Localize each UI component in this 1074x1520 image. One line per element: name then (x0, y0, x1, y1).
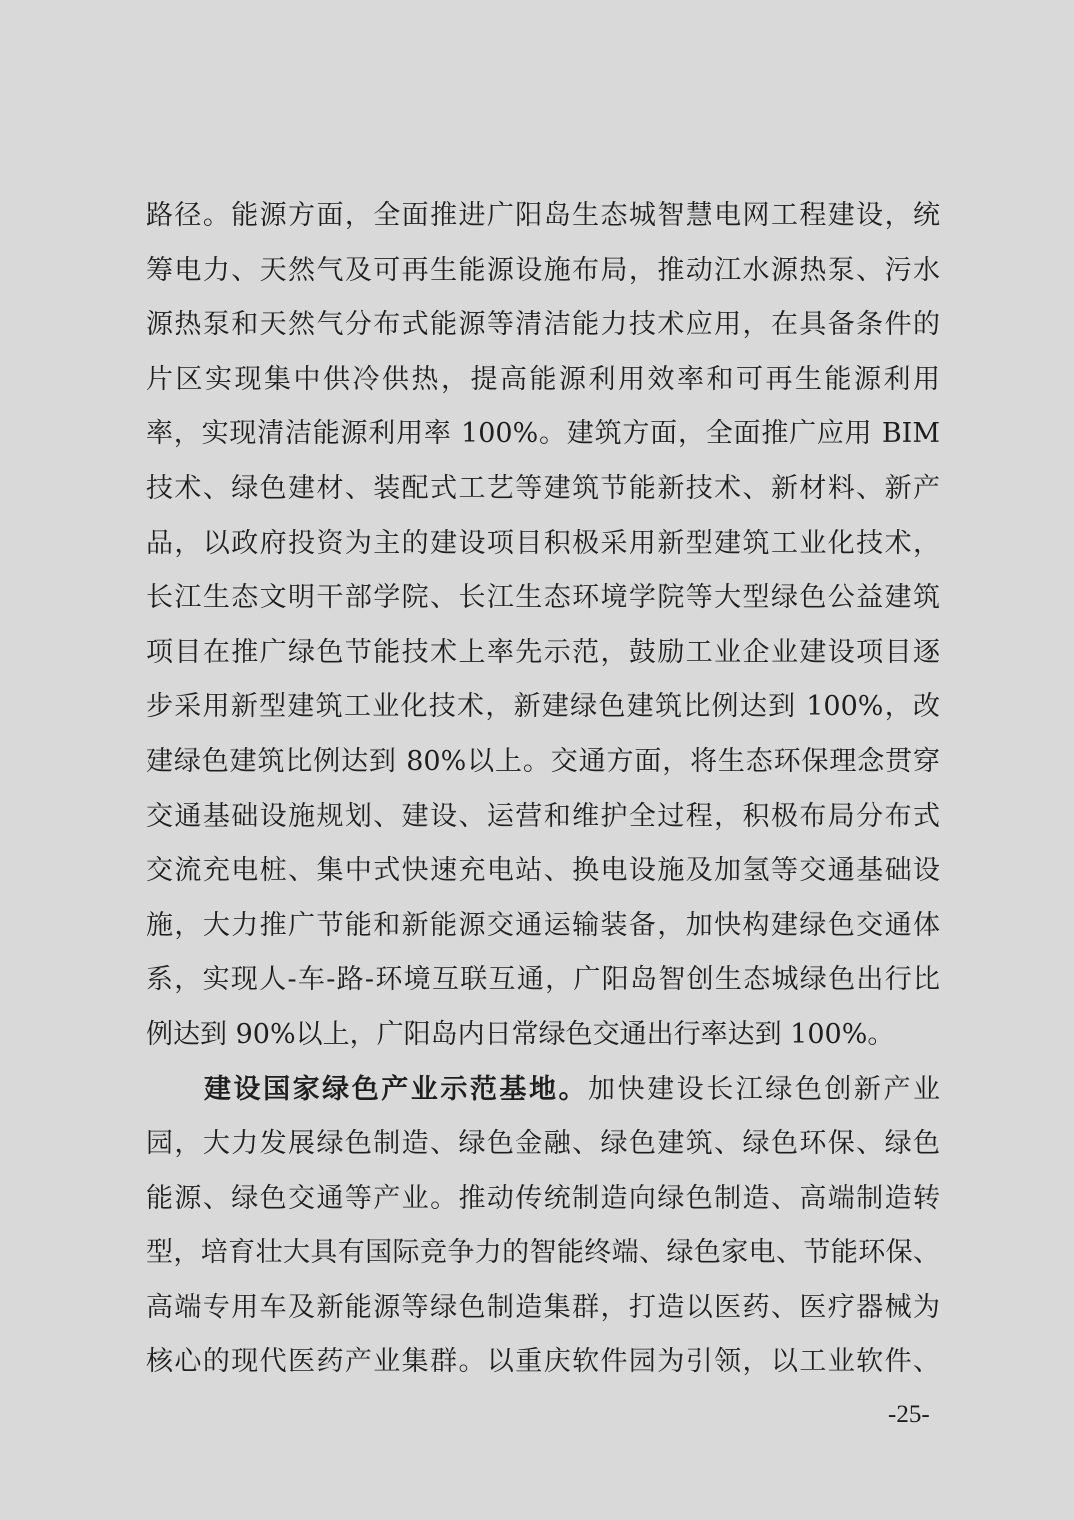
text-line: 园，大力发展绿色制造、绿色金融、绿色建筑、绿色环保、绿色 (146, 1128, 940, 1160)
text-line: 交通基础设施规划、建设、运营和维护全过程，积极布局分布式 (146, 800, 940, 832)
page-number: -25- (888, 1401, 930, 1428)
text-line: 片区实现集中供冷供热，提高能源利用效率和可再生能源利用 (146, 363, 940, 395)
paragraph-first-line (146, 1063, 940, 1118)
text-line: 例达到 90%以上，广阳岛内日常绿色交通出行率达到 100%。 (146, 1018, 895, 1050)
text-line: 率，实现清洁能源利用率 100%。建筑方面，全面推广应用 BIM (146, 418, 940, 450)
text-line: 建绿色建筑比例达到 80%以上。交通方面，将生态环保理念贯穿 (146, 745, 940, 777)
text-line: 施，大力推广节能和新能源交通运输装备，加快构建绿色交通体 (146, 909, 940, 941)
text-line: 筹电力、天然气及可再生能源设施布局，推动江水源热泵、污水 (146, 254, 940, 286)
paragraph-heading: 建设国家绿色产业示范基地。 (204, 1073, 589, 1105)
text-line: 交流充电桩、集中式快速充电站、换电设施及加氢等交通基础设 (146, 855, 940, 887)
body-text (146, 189, 940, 1390)
text-line: 核心的现代医药产业集群。以重庆软件园为引领，以工业软件、 (146, 1346, 940, 1378)
text-line: 高端专用车及新能源等绿色制造集群，打造以医药、医疗器械为 (146, 1291, 940, 1323)
text-line: 能源、绿色交通等产业。推动传统制造向绿色制造、高端制造转 (146, 1182, 940, 1214)
paragraph-first-line-text: 加快建设长江绿色创新产业 (588, 1073, 941, 1105)
text-line: 路径。能源方面，全面推进广阳岛生态城智慧电网工程建设，统 (146, 200, 940, 231)
text-line: 源热泵和天然气分布式能源等清洁能力技术应用，在具备条件的 (146, 309, 940, 341)
text-line: 项目在推广绿色节能技术上率先示范，鼓励工业企业建设项目逐 (146, 636, 940, 668)
text-line: 步采用新型建筑工业化技术，新建绿色建筑比例达到 100%，改 (146, 691, 940, 723)
text-line: 品，以政府投资为主的建设项目积极采用新型建筑工业化技术， (146, 527, 940, 559)
text-line: 型，培育壮大具有国际竞争力的智能终端、绿色家电、节能环保、 (146, 1237, 940, 1269)
text-line: 长江生态文明干部学院、长江生态环境学院等大型绿色公益建筑 (146, 582, 940, 614)
text-line: 技术、绿色建材、装配式工艺等建筑节能新技术、新材料、新产 (146, 472, 940, 504)
text-line: 系，实现人-车-路-环境互联互通，广阳岛智创生态城绿色出行比 (146, 964, 940, 996)
